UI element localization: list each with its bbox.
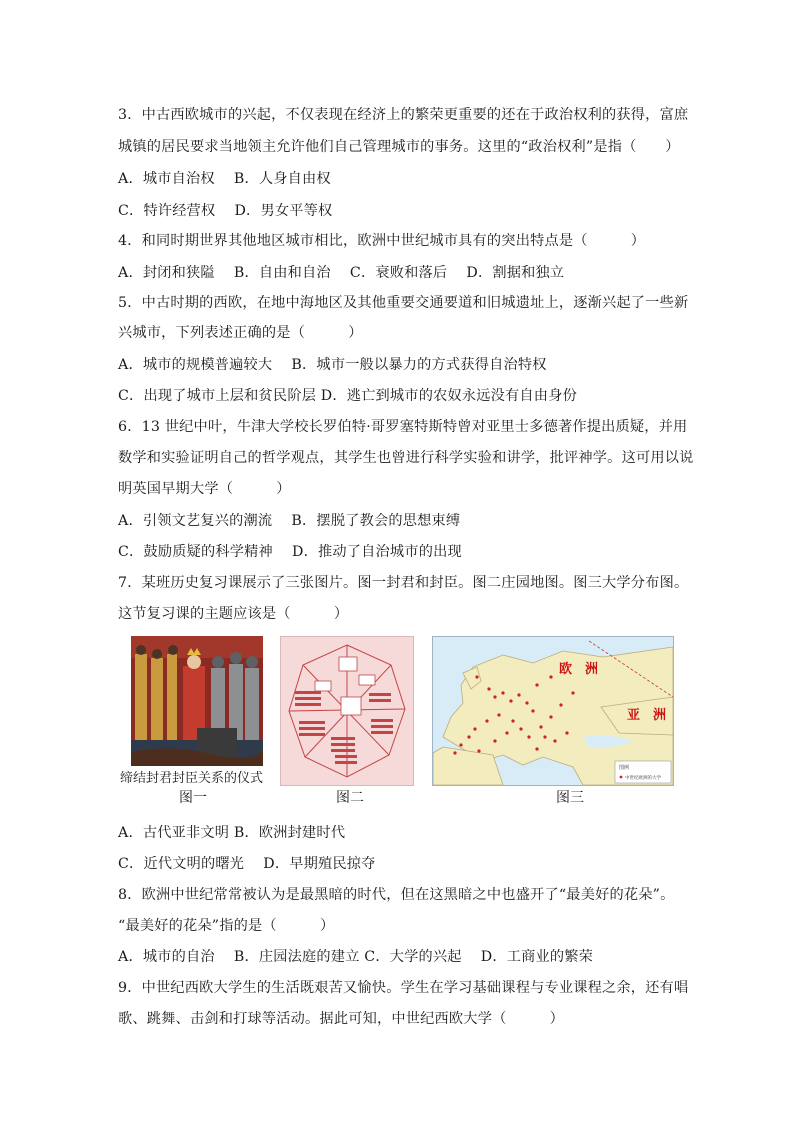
q7-options-line1: A．古代亚非文明 B．欧洲封建时代	[118, 825, 346, 841]
q7-stem-line1: 7．某班历史复习课展示了三张图片。图一封君和封臣。图二庄园地图。图三大学分布图。	[118, 575, 689, 591]
q6-options-line2: C．鼓励质疑的科学精神 D．推动了自治城市的出现	[118, 544, 462, 560]
map-legend-dot	[620, 776, 623, 779]
q5-options-line2: C．出现了城市上层和贫民阶层 D．逃亡到城市的农奴永远没有自由身份	[118, 388, 577, 404]
figure1-image	[131, 636, 263, 766]
q3-stem-line1: 3．中古西欧城市的兴起，不仅表现在经济上的繁荣更重要的还在于政治权利的获得，富庶	[118, 107, 689, 123]
q6-stem-line3: 明英国早期大学（ ）	[118, 481, 291, 497]
q8-stem-line1: 8．欧洲中世纪常常被认为是最黑暗的时代，但在这黑暗之中也盛开了“最美好的花朵”。	[118, 887, 675, 903]
q5-options-line1: A．城市的规模普遍较大 B．城市一般以暴力的方式获得自治特权	[118, 357, 547, 373]
q4-options-line1: A．封闭和狭隘 B．自由和自治 C．衰败和落后 D．割据和独立	[118, 265, 565, 281]
map-label-europe: 欧 洲	[559, 662, 599, 677]
q9-stem-line1: 9．中世纪西欧大学生的生活既艰苦又愉快。学生在学习基础课程与专业课程之余，还有唱	[118, 980, 689, 996]
q8-stem-line2: “最美好的花朵”指的是（ ）	[118, 918, 335, 934]
ceremony-painting	[131, 636, 263, 766]
q3-options-line2: C．特许经营权 D．男女平等权	[118, 203, 333, 219]
q6-stem-line2: 数学和实验证明自己的哲学观点，其学生也曾进行科学实验和讲学，批评神学。这可用以说	[118, 450, 694, 466]
figure2-label: 图二	[336, 790, 364, 806]
manor-map	[281, 637, 413, 785]
q9-stem-line2: 歌、跳舞、击剑和打球等活动。据此可知，中世纪西欧大学（ ）	[118, 1011, 565, 1027]
q4-stem-line1: 4．和同时期世界其他地区城市相比，欧洲中世纪城市具有的突出特点是（ ）	[118, 233, 646, 249]
figure2-image	[280, 636, 414, 786]
q5-stem-line1: 5．中古时期的西欧，在地中海地区及其他重要交通要道和旧城遗址上，逐渐兴起了一些新	[118, 295, 689, 311]
q5-stem-line2: 兴城市，下列表述正确的是（ ）	[118, 325, 363, 341]
figure1-inner-caption: 缔结封君封臣关系的仪式	[120, 771, 264, 786]
q6-options-line1: A．引领文艺复兴的潮流 B．摆脱了教会的思想束缚	[118, 513, 461, 529]
figure3-image	[432, 636, 674, 786]
map-legend-title: 图例	[619, 765, 630, 771]
q7-stem-line2: 这节复习课的主题应该是（ ）	[118, 606, 349, 622]
figure1-label: 图一	[179, 790, 207, 806]
q8-options-line1: A．城市的自治 B．庄园法庭的建立 C．大学的兴起 D．工商业的繁荣	[118, 949, 594, 965]
map-legend-item: 中世纪欧洲的大学	[625, 776, 661, 781]
q6-stem-line1: 6．13 世纪中叶，牛津大学校长罗伯特·哥罗塞特斯特曾对亚里士多德著作提出质疑，并用	[118, 419, 688, 435]
map-label-asia: 亚 洲	[627, 708, 667, 723]
q3-options-line1: A．城市自治权 B．人身自由权	[118, 171, 331, 187]
figure3-label: 图三	[556, 790, 584, 806]
q3-stem-line2: 城镇的居民要求当地领主允许他们自己管理城市的事务。这里的“政治权利”是指（ ）	[118, 139, 680, 155]
q7-options-line2: C．近代文明的曙光 D．早期殖民掠夺	[118, 856, 376, 872]
universities-map	[433, 637, 673, 785]
